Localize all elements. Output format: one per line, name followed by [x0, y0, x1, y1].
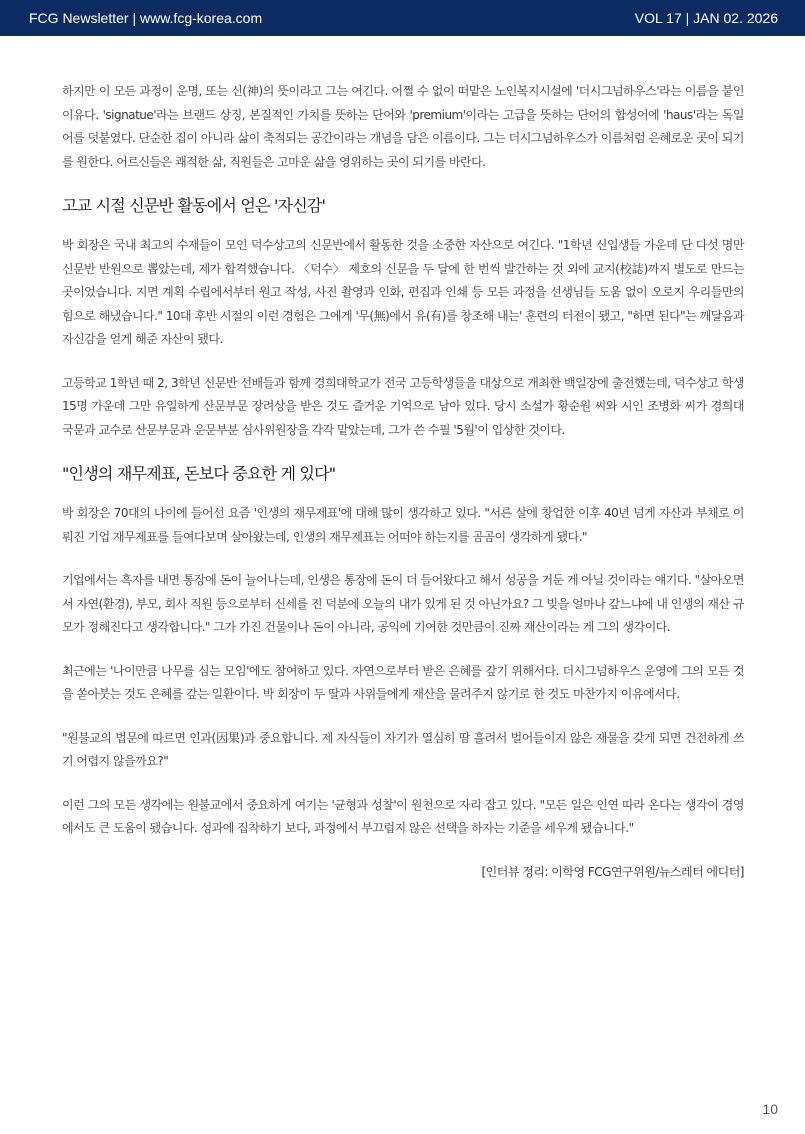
article-paragraph: "원불교의 법문에 따르면 인과(因果)과 중요합니다. 제 자식들이 자기가 열심히 땀 흘려서 벌어들이지 않은 재물을 갖게 되면 건전하게 쓰기 어렵지 않을까요?": [62, 730, 744, 768]
interview-credit: [인터뷰 정리: 이학영 FCG연구위원/뉴스레터 에디터]: [481, 864, 744, 879]
page-number: 10: [762, 1101, 778, 1117]
newsletter-header: [0, 0, 805, 36]
section-heading: 고교 시절 신문반 활동에서 얻은 '자신감': [62, 196, 326, 215]
article-paragraph: 기업에서는 흑자를 내면 통장에 돈이 늘어나는데, 인생은 통장에 돈이 더 들어왔다고 해서 성공을 거둔 게 아닐 것이라는 얘기다. "살아오면서 자연(환경), 부모, 회사 직원 등으로부터 신세를 진 덕분에 오늘의 내가 있게 된 것 아닌가요? 그 빚을 얼마나 갚느냐에 내 인생의 재산 규모가 정해진다고 생각합니다." 그가 가진 건물이나 돈이 아니라, 공익에 기여한 것만큼이 진짜 재산이라는 게 그의 생각이다.: [62, 573, 744, 634]
article-paragraph: 최근에는 '나이만큼 나무를 심는 모임'에도 참여하고 있다. 자연으로부터 받은 은혜를 갚기 위해서다. 더시그넘하우스 운영에 그의 모든 것을 쏟아붓는 것도 은혜를 갚는 일환이다. 박 회장이 두 딸과 사위들에게 재산을 물려주지 않기로 한 것도 마찬가지 이유에서다.: [62, 663, 744, 701]
section-heading: "인생의 재무제표, 돈보다 중요한 게 있다": [62, 464, 336, 483]
article-paragraph: 하지만 이 모든 과정이 운명, 또는 신(神)의 뜻이라고 그는 여긴다. 어쩔 수 없이 떠맡은 노인복지시설에 '더시그넘하우스'라는 이름을 붙인 이유다. 'signatue'라는 브랜드 상징, 본질적인 가치를 뜻하는 단어와 'premium'이라는 고급을 뜻하는 단어의 합성어에 'haus'라는 독일어를 덧붙였다. 단순한 집이 아니라 삶이 축적되는 공간이라는 개념을 담은 이름이다. 그는 더시그넘하우스가 이름처럼 은혜로운 곳이 되기를 원한다. 어르신들은 쾌적한 삶, 직원들은 고마운 삶을 영위하는 곳이 되기를 바란다.: [62, 84, 744, 169]
article-paragraph: 이런 그의 모든 생각에는 원불교에서 중요하게 여기는 '균형과 성찰'이 원천으로 자리 잡고 있다. "모든 일은 인연 따라 온다는 생각이 경영에서도 큰 도움이 됐습니다. 성과에 집착하기 보다, 과정에서 부끄럽지 않은 선택을 하자는 기준을 세우게 됐습니다.": [62, 797, 744, 835]
article-paragraph: 고등학교 1학년 때 2, 3학년 신문반 선배들과 함께 경희대학교가 전국 고등학생들을 대상으로 개최한 백일장에 출전했는데, 덕수상고 학생 15명 가운데 그만 유일하게 산문부문 장려상을 받은 것도 즐거운 기억으로 남아 있다. 당시 소설가 황순원 씨와 시인 조병화 씨가 경희대 국문과 교수로 산문부문과 운문부분 심사위원장을 각각 맡았는데, 그가 쓴 수필 '5월'이 입상한 것이다.: [62, 375, 744, 437]
header-site-info: FCG Newsletter | www.fcg-korea.com: [29, 10, 263, 26]
article-paragraph: 박 회장은 국내 최고의 수재들이 모인 덕수상고의 신문반에서 활동한 것을 소중한 자산으로 여긴다. "1학년 신입생들 가운데 단 다섯 명만 신문반 반원으로 뽑았는데, 제가 합격했습니다. 〈덕수〉 제호의 신문을 두 달에 한 번씩 발간하는 것 외에 교지(校誌)까지 별도로 만드는 곳이었습니다. 지면 계획 수립에서부터 원고 작성, 사진 촬영과 인화, 편집과 인쇄 등 모든 과정을 선생님들 도움 없이 오로지 우리들만의 힘으로 해냈습니다." 10대 후반 시절의 이런 경험은 그에게 '무(無)에서 유(有)를 창조해 내는' 훈련의 터전이 됐고, "하면 된다"는 깨달음과 자신감을 얻게 해준 자산이 됐다.: [62, 238, 744, 346]
article-body: [62, 80, 744, 883]
article-paragraph: 박 회장은 70대의 나이에 들어선 요즘 '인생의 재무제표'에 대해 많이 생각하고 있다. "서른 살에 창업한 이후 40년 넘게 자산과 부채로 이뤄진 기업 재무제표를 들여다보며 살아왔는데, 인생의 재무제표는 어떠야 하는지를 곰곰이 생각하게 됐다.": [62, 506, 744, 544]
header-issue-info: VOL 17 | JAN 02. 2026: [634, 10, 778, 26]
